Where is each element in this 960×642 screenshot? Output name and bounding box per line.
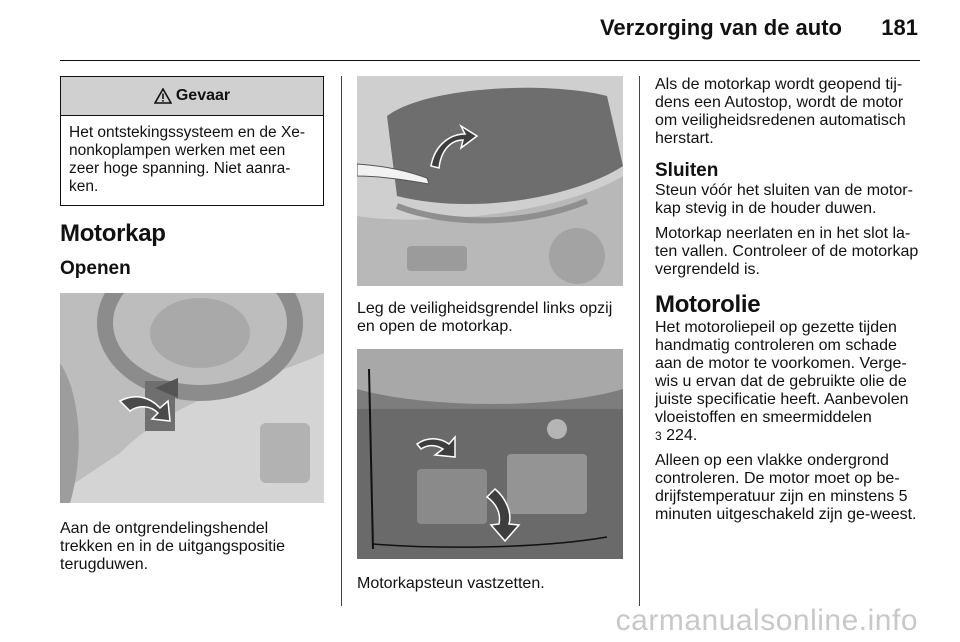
- section-heading: Motorkap: [60, 220, 166, 247]
- running-title: Verzorging van de auto: [599, 15, 842, 40]
- danger-box: [60, 76, 324, 206]
- warning-triangle-icon: [154, 88, 172, 104]
- danger-box-text: Het ontstekingssysteem en de Xe-nonkoplampen werken met een zeer hoge spanning. Niet aanra-ken.: [69, 124, 306, 195]
- column-left: [60, 76, 324, 574]
- danger-box-header: [61, 77, 323, 116]
- bonnet-open-illustration: [357, 76, 623, 286]
- column-right: [655, 76, 925, 524]
- close-step-2: Motorkap neerlaten en in het slot la-ten vallen. Controleer of de motorkap vergrendeld is.: [655, 225, 919, 278]
- column-divider: [639, 76, 640, 606]
- subsection-heading: Sluiten: [655, 160, 719, 181]
- page-reference-arrow-icon: 3: [655, 429, 662, 443]
- oil-paragraph-1: [655, 319, 925, 445]
- page-number: 181: [881, 15, 918, 40]
- page-reference-link[interactable]: 224.: [666, 427, 698, 444]
- oil-paragraph-1-text: Het motoroliepeil op gezette tijden handmatig controleren om schade aan de motor te voorkomen. Verge-wis u ervan dat de gebruikte olie de juiste specificatie heeft. Aanbevolen vloeistoffen en smeermiddelen: [655, 319, 909, 426]
- subsection-heading: Openen: [60, 258, 131, 279]
- column-middle: [357, 76, 623, 593]
- figure-caption: Motorkapsteun vastzetten.: [357, 575, 545, 592]
- oil-paragraph-2: Alleen op een vlakke ondergrond controleren. De motor moet op be-drijfstemperatuur zijn en minstens 5 minuten uitgeschakeld zijn ge-weest.: [655, 452, 917, 523]
- figure-caption: Leg de veiligheidsgrendel links opzij en open de motorkap.: [357, 300, 613, 335]
- section-heading: Motorolie: [655, 291, 761, 318]
- danger-box-title: Gevaar: [175, 87, 231, 104]
- autostop-note: Als de motorkap wordt geopend tij-dens een Autostop, wordt de motor om veiligheidsredenen automatisch herstart.: [655, 76, 906, 147]
- header-rule: [60, 60, 920, 61]
- release-lever-illustration: [60, 293, 324, 503]
- bonnet-strut-illustration: [357, 349, 623, 559]
- watermark: carmanualsonline.info: [615, 604, 918, 637]
- close-step-1: Steun vóór het sluiten van de motor-kap stevig in de houder duwen.: [655, 182, 913, 217]
- figure-caption: Aan de ontgrendelingshendel trekken en in de uitgangspositie terugduwen.: [60, 520, 286, 573]
- column-divider: [341, 76, 342, 606]
